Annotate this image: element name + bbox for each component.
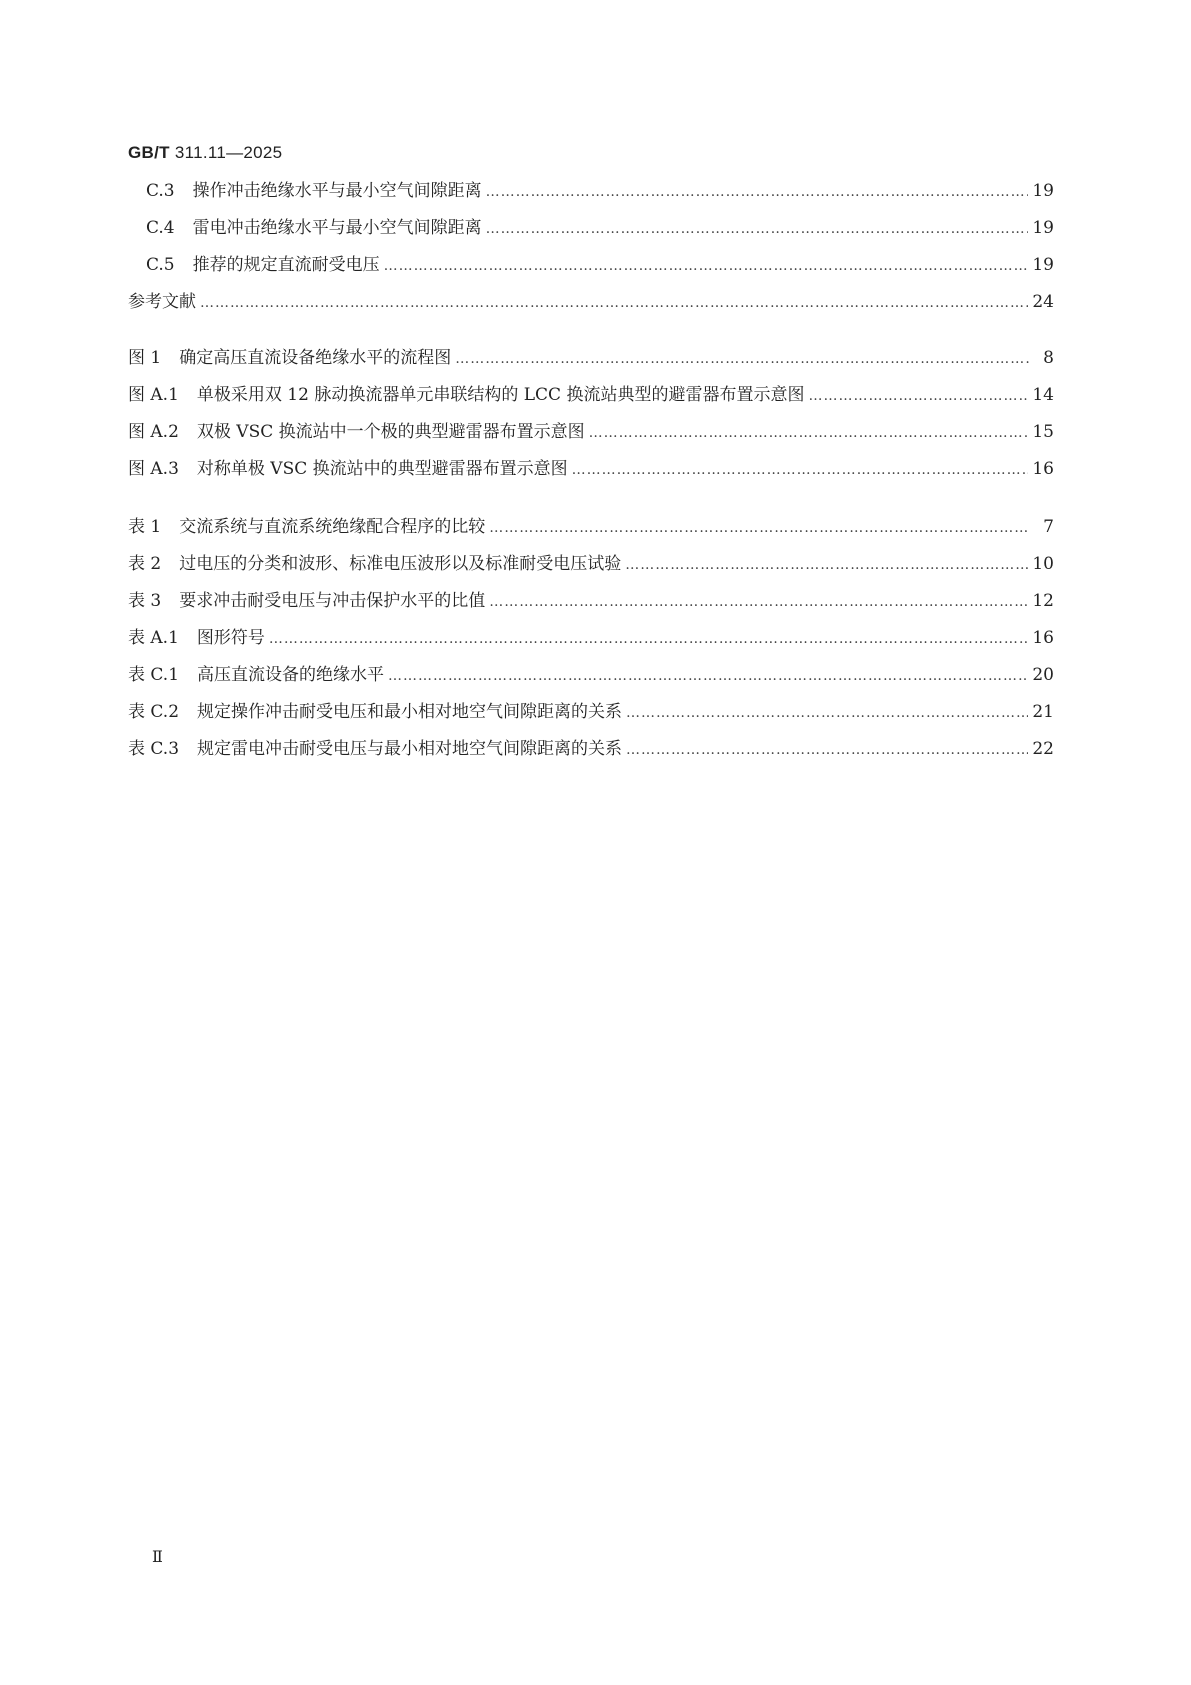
toc-entry-page: 12 [1032,591,1054,611]
toc-entry-title: 过电压的分类和波形、标准电压波形以及标准耐受电压试验 [179,554,622,574]
standard-number: 311.11—2025 [174,143,283,162]
toc-figure-entry[interactable] [128,380,1054,417]
toc-entry-title: 操作冲击绝缘水平与最小空气间隙距离 [192,181,482,201]
toc-entry-title: 规定操作冲击耐受电压和最小相对地空气间隙距离的关系 [197,702,623,722]
toc-entry-page: 19 [1032,218,1054,238]
toc-entry-number: 表 C.2 [128,702,180,722]
toc-entry-title: 交流系统与直流系统绝缘配合程序的比较 [179,517,486,537]
toc-entry-page: 10 [1032,554,1054,574]
toc-entry[interactable] [128,176,1054,213]
toc-entry-page: 21 [1032,702,1054,722]
toc-entry-number: C.3 [146,181,175,201]
toc-leader-dots [808,388,1028,404]
toc-entry-number: 图 1 [128,348,162,368]
toc-leader-dots [388,668,1028,684]
toc-entry-page: 15 [1032,422,1054,442]
toc-entry-title: 雷电冲击绝缘水平与最小空气间隙距离 [192,218,482,238]
toc-entry[interactable] [128,213,1054,250]
toc-figure-entry[interactable] [128,343,1054,380]
toc-figure-entry[interactable] [128,417,1054,454]
toc-entry-number: 表 A.1 [128,628,179,648]
toc-entry-title: 规定雷电冲击耐受电压与最小相对地空气间隙距离的关系 [197,739,623,759]
toc-entry-title: 高压直流设备的绝缘水平 [197,665,385,685]
toc-leader-dots [625,557,1028,573]
toc-figures-section [128,343,1054,491]
toc-entry-page: 14 [1032,385,1054,405]
toc-entry-page: 7 [1043,517,1054,537]
toc-tables-section [128,512,1054,771]
toc-entry-page: 16 [1032,628,1054,648]
toc-leader-dots [572,462,1029,478]
toc-entry-page: 22 [1032,739,1054,759]
toc-leader-dots [384,258,1029,274]
toc-leader-dots [200,295,1028,311]
toc-table-entry[interactable] [128,586,1054,623]
toc-annex-section [128,176,1054,324]
toc-entry[interactable] [128,250,1054,287]
toc-entry-title: 参考文献 [128,292,196,312]
toc-entry-references[interactable] [128,287,1054,324]
toc-table-entry[interactable] [128,734,1054,771]
toc-entry-number: 表 3 [128,591,162,611]
toc-entry-title: 单极采用双 12 脉动换流器单元串联结构的 LCC 换流站典型的避雷器布置示意图 [196,385,805,405]
page-number-footer: Ⅱ [152,1547,163,1566]
toc-leader-dots [626,705,1028,721]
toc-entry-title: 双极 VSC 换流站中一个极的典型避雷器布置示意图 [196,422,585,442]
toc-table-entry[interactable] [128,660,1054,697]
toc-entry-page: 16 [1032,459,1054,479]
toc-entry-page: 19 [1032,181,1054,201]
toc-entry-title: 确定高压直流设备绝缘水平的流程图 [179,348,452,368]
toc-entry-page: 24 [1032,292,1054,312]
toc-leader-dots [489,520,1030,536]
toc-leader-dots [455,351,1030,367]
toc-table-entry[interactable] [128,697,1054,734]
toc-entry-title: 对称单极 VSC 换流站中的典型避雷器布置示意图 [196,459,568,479]
toc-entry-number: C.5 [146,255,175,275]
toc-table-entry[interactable] [128,512,1054,549]
toc-entry-number: 表 1 [128,517,162,537]
toc-leader-dots [486,184,1029,200]
toc-entry-number: 图 A.1 [128,385,179,405]
toc-entry-page: 19 [1032,255,1054,275]
toc-table-entry[interactable] [128,549,1054,586]
toc-leader-dots [626,742,1028,758]
toc-leader-dots [269,631,1028,647]
document-standard-id [128,143,282,163]
toc-figure-entry[interactable] [128,454,1054,491]
toc-entry-page: 20 [1032,665,1054,685]
toc-leader-dots [486,221,1029,237]
toc-entry-page: 8 [1043,348,1054,368]
toc-entry-title: 图形符号 [196,628,265,648]
toc-entry-number: 表 C.3 [128,739,180,759]
toc-entry-title: 要求冲击耐受电压与冲击保护水平的比值 [179,591,486,611]
toc-entry-number: 图 A.3 [128,459,179,479]
toc-entry-number: 表 C.1 [128,665,180,685]
toc-entry-title: 推荐的规定直流耐受电压 [192,255,380,275]
toc-table-entry[interactable] [128,623,1054,660]
standard-prefix: GB/T [128,143,170,162]
toc-entry-number: 图 A.2 [128,422,179,442]
toc-entry-number: C.4 [146,218,175,238]
toc-leader-dots [489,594,1028,610]
toc-entry-number: 表 2 [128,554,162,574]
toc-leader-dots [589,425,1029,441]
